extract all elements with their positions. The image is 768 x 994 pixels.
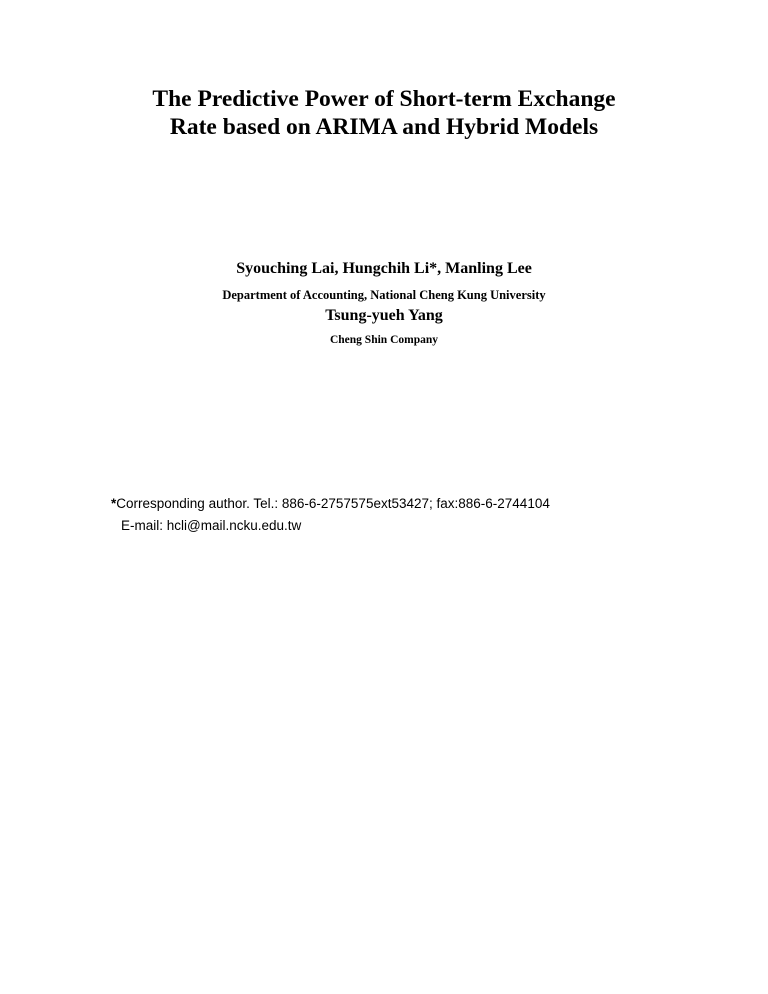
paper-title — [0, 85, 768, 141]
affiliation-primary: Department of Accounting, National Cheng Kung University — [222, 288, 546, 302]
corresponding-author-text: Corresponding author. Tel.: 886-6-2757575ext53427; fax:886-6-2744104 — [116, 496, 550, 511]
corresponding-author-marker: * — [111, 496, 117, 511]
affiliation-secondary: Cheng Shin Company — [329, 334, 438, 346]
title-line-2: Rate based on ARIMA and Hybrid Models — [169, 114, 599, 140]
author-list-primary: Syouching Lai, Hungchih Li*, Manling Lee — [236, 260, 532, 277]
corresponding-email: E-mail: hcli@mail.ncku.edu.tw — [121, 518, 302, 533]
author-secondary: Tsung-yueh Yang — [325, 307, 443, 324]
title-line-1: The Predictive Power of Short-term Exchange — [152, 86, 616, 112]
corresponding-author-note — [111, 495, 550, 513]
